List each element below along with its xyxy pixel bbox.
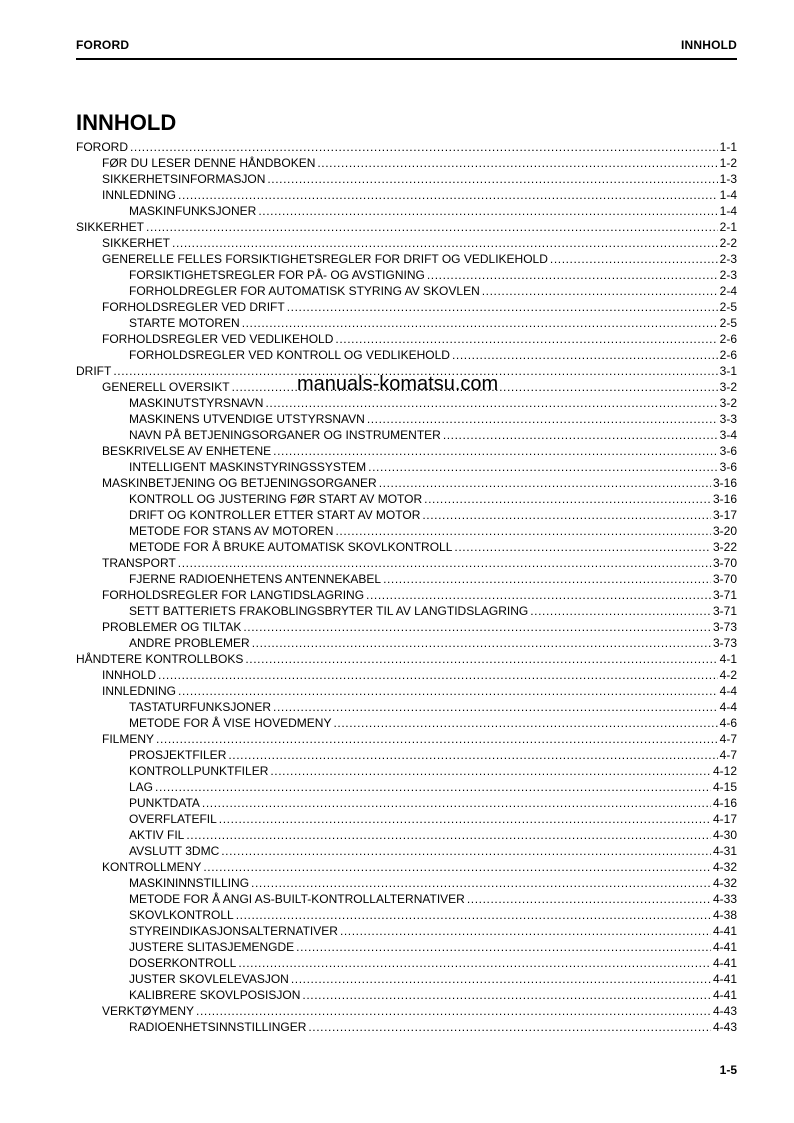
dot-leader [258, 204, 717, 218]
dot-leader [550, 252, 718, 266]
toc-entry[interactable] [76, 970, 737, 986]
toc-entry[interactable] [76, 506, 737, 522]
toc-entry[interactable] [76, 554, 737, 570]
toc-entry-label: FORHOLDSREGLER VED VEDLIKEHOLD [102, 332, 334, 346]
toc-entry-page: 1-4 [719, 204, 737, 218]
dot-leader [178, 556, 711, 570]
dot-leader [221, 844, 711, 858]
dot-leader [302, 988, 711, 1002]
toc-entry-page: 4-16 [712, 796, 737, 810]
toc-entry-label: STYREINDIKASJONSALTERNATIVER [129, 924, 338, 938]
dot-leader [287, 300, 718, 314]
toc-entry-label: FORHOLDREGLER FOR AUTOMATISK STYRING AV SKOVLEN [129, 284, 480, 298]
toc-entry-page: 4-33 [712, 892, 737, 906]
toc-entry-page: 1-4 [719, 188, 737, 202]
toc-entry-page: 3-3 [719, 412, 737, 426]
dot-leader [366, 588, 711, 602]
toc-entry-label: SIKKERHET [102, 236, 171, 250]
dot-leader [155, 780, 711, 794]
toc-entry-label: SETT BATTERIETS FRAKOBLINGSBRYTER TIL AV LANGTIDSLAGRING [129, 604, 529, 618]
toc-entry-label: PROSJEKTFILER [129, 748, 227, 762]
toc-entry-page: 4-4 [719, 684, 737, 698]
dot-leader [368, 460, 717, 474]
toc-entry-label: GENERELL OVERSIKT [102, 380, 230, 394]
dot-leader [178, 684, 718, 698]
table-of-contents [76, 138, 737, 1034]
toc-entry[interactable] [76, 1002, 737, 1018]
toc-entry-label: MASKINUTSTYRSNAVN [129, 396, 264, 410]
toc-entry-label: SIKKERHET [76, 220, 145, 234]
toc-entry-page: 3-16 [712, 476, 737, 490]
toc-entry-label: FJERNE RADIOENHETENS ANTENNEKABEL [129, 572, 382, 586]
toc-entry[interactable] [76, 282, 737, 298]
toc-entry-page: 2-3 [719, 252, 737, 266]
toc-entry-page: 3-71 [712, 604, 737, 618]
dot-leader [273, 444, 717, 458]
dot-leader [422, 508, 711, 522]
toc-entry[interactable] [76, 890, 737, 906]
toc-entry[interactable] [76, 618, 737, 634]
toc-entry[interactable] [76, 426, 737, 442]
toc-entry-page: 3-73 [712, 620, 737, 634]
toc-entry-page: 1-3 [719, 172, 737, 186]
toc-entry[interactable] [76, 842, 737, 858]
toc-entry-label: AKTIV FIL [129, 828, 185, 842]
toc-entry-page: 4-4 [719, 700, 737, 714]
dot-leader [270, 764, 711, 778]
toc-entry-label: KALIBRERE SKOVLPOSISJON [129, 988, 301, 1002]
toc-entry-label: VERKTØYMENY [102, 1004, 195, 1018]
toc-entry[interactable] [76, 730, 737, 746]
toc-entry-page: 3-6 [719, 460, 737, 474]
dot-leader [158, 668, 718, 682]
toc-entry-page: 4-41 [712, 940, 737, 954]
toc-entry[interactable] [76, 250, 737, 266]
toc-entry[interactable] [76, 778, 737, 794]
dot-leader [219, 812, 711, 826]
toc-entry[interactable] [76, 522, 737, 538]
toc-entry-label: FORHOLDSREGLER VED KONTROLL OG VEDLIKEHOLD [129, 348, 450, 362]
toc-entry[interactable] [76, 682, 737, 698]
toc-entry[interactable] [76, 650, 737, 666]
dot-leader [296, 940, 711, 954]
toc-entry[interactable] [76, 746, 737, 762]
toc-entry-page: 3-16 [712, 492, 737, 506]
dot-leader [424, 492, 711, 506]
toc-entry-page: 4-32 [712, 860, 737, 874]
toc-entry[interactable] [76, 490, 737, 506]
toc-entry[interactable] [76, 1018, 737, 1034]
toc-entry-label: DRIFT OG KONTROLLER ETTER START AV MOTOR [129, 508, 421, 522]
toc-entry[interactable] [76, 186, 737, 202]
toc-entry[interactable] [76, 266, 737, 282]
dot-leader [245, 652, 717, 666]
toc-entry-page: 2-4 [719, 284, 737, 298]
toc-entry[interactable] [76, 762, 737, 778]
toc-entry-page: 2-2 [719, 236, 737, 250]
toc-entry-page: 4-7 [719, 732, 737, 746]
toc-entry-label: OVERFLATEFIL [129, 812, 217, 826]
toc-entry-page: 4-41 [712, 924, 737, 938]
toc-entry-label: BESKRIVELSE AV ENHETENE [102, 444, 272, 458]
toc-entry-label: TRANSPORT [102, 556, 176, 570]
dot-leader [251, 876, 711, 890]
toc-entry-label: KONTROLL OG JUSTERING FØR START AV MOTOR [129, 492, 423, 506]
toc-entry[interactable] [76, 394, 737, 410]
toc-entry[interactable] [76, 330, 737, 346]
toc-entry-page: 4-17 [712, 812, 737, 826]
toc-entry[interactable] [76, 922, 737, 938]
page-number: 1-5 [719, 1063, 737, 1077]
toc-entry-page: 4-41 [712, 988, 737, 1002]
toc-entry[interactable] [76, 474, 737, 490]
toc-entry-page: 4-41 [712, 956, 737, 970]
toc-entry-label: KONTROLLPUNKTFILER [129, 764, 269, 778]
toc-entry-page: 1-2 [719, 156, 737, 170]
dot-leader [291, 972, 711, 986]
toc-entry-page: 3-6 [719, 444, 737, 458]
toc-entry-label: METODE FOR Å ANGI AS-BUILT-KONTROLLALTERNATIVER [129, 892, 465, 906]
toc-entry[interactable] [76, 698, 737, 714]
dot-leader [156, 732, 718, 746]
toc-entry-label: GENERELLE FELLES FORSIKTIGHETSREGLER FOR DRIFT OG VEDLIKEHOLD [102, 252, 548, 266]
toc-entry-page: 4-41 [712, 972, 737, 986]
toc-entry-label: FORHOLDSREGLER VED DRIFT [102, 300, 285, 314]
toc-entry[interactable] [76, 938, 737, 954]
toc-entry-page: 3-22 [712, 540, 737, 554]
toc-entry-page: 4-7 [719, 748, 737, 762]
toc-entry-label: METODE FOR STANS AV MOTOREN [129, 524, 334, 538]
toc-entry-page: 4-32 [712, 876, 737, 890]
toc-entry-label: SIKKERHETSINFORMASJON [102, 172, 266, 186]
page-title: INNHOLD [76, 110, 177, 135]
dot-leader [130, 140, 718, 154]
toc-entry-label: INNHOLD [102, 668, 157, 682]
dot-leader [238, 956, 711, 970]
toc-entry-page: 2-3 [719, 268, 737, 282]
toc-entry[interactable] [76, 442, 737, 458]
toc-entry-page: 4-12 [712, 764, 737, 778]
toc-entry-label: MASKINENS UTVENDIGE UTSTYRSNAVN [129, 412, 365, 426]
toc-entry-label: PROBLEMER OG TILTAK [102, 620, 242, 634]
toc-entry-label: PUNKTDATA [129, 796, 200, 810]
dot-leader [335, 524, 711, 538]
toc-entry-label: STARTE MOTOREN [129, 316, 240, 330]
toc-entry-page: 4-31 [712, 844, 737, 858]
toc-entry[interactable] [76, 858, 737, 874]
toc-entry[interactable] [76, 810, 737, 826]
toc-entry-page: 3-73 [712, 636, 737, 650]
toc-entry-page: 3-17 [712, 508, 737, 522]
toc-entry-label: JUSTER SKOVLELEVASJON [129, 972, 289, 986]
dot-leader [367, 412, 718, 426]
toc-entry-label: KONTROLLMENY [102, 860, 202, 874]
dot-leader [243, 620, 711, 634]
toc-entry-page: 4-38 [712, 908, 737, 922]
toc-entry-label: FORORD [76, 140, 128, 154]
dot-leader [172, 236, 718, 250]
dot-leader [454, 540, 711, 554]
toc-entry[interactable] [76, 794, 737, 810]
toc-entry-page: 4-2 [719, 668, 737, 682]
dot-leader [530, 604, 711, 618]
dot-leader [267, 172, 717, 186]
dot-leader [383, 572, 711, 586]
dot-leader [242, 316, 718, 330]
dot-leader [178, 188, 718, 202]
toc-entry-label: NAVN PÅ BETJENINGSORGANER OG INSTRUMENTER [129, 428, 441, 442]
toc-entry-page: 3-70 [712, 572, 737, 586]
watermark: manuals-komatsu.com [297, 373, 499, 395]
toc-entry-label: METODE FOR Å BRUKE AUTOMATISK SKOVLKONTROLL [129, 540, 453, 554]
toc-entry[interactable] [76, 138, 737, 154]
toc-entry-label: SKOVLKONTROLL [129, 908, 234, 922]
toc-entry[interactable] [76, 346, 737, 362]
toc-entry[interactable] [76, 874, 737, 890]
toc-entry[interactable] [76, 570, 737, 586]
toc-entry-label: DRIFT [76, 364, 112, 378]
dot-leader [196, 1004, 711, 1018]
dot-leader [252, 636, 711, 650]
toc-entry[interactable] [76, 234, 737, 250]
toc-entry-label: FORSIKTIGHETSREGLER FOR PÅ- OG AVSTIGNING [129, 268, 425, 282]
dot-leader [379, 476, 711, 490]
toc-entry-label: MASKINBETJENING OG BETJENINGSORGANER [102, 476, 377, 490]
toc-entry[interactable] [76, 586, 737, 602]
dot-leader [317, 156, 717, 170]
dot-leader [427, 268, 718, 282]
toc-entry-label: HÅNDTERE KONTROLLBOKS [76, 652, 244, 666]
dot-leader [482, 284, 718, 298]
toc-entry-page: 4-6 [719, 716, 737, 730]
toc-entry-page: 3-70 [712, 556, 737, 570]
toc-entry-label: FILMENY [102, 732, 155, 746]
toc-entry-page: 3-2 [719, 380, 737, 394]
toc-entry-label: AVSLUTT 3DMC [129, 844, 220, 858]
dot-leader [146, 220, 718, 234]
toc-entry-page: 2-5 [719, 316, 737, 330]
toc-entry[interactable] [76, 410, 737, 426]
toc-entry[interactable] [76, 826, 737, 842]
dot-leader [443, 428, 718, 442]
dot-leader [467, 892, 711, 906]
toc-entry-page: 4-43 [712, 1004, 737, 1018]
toc-entry[interactable] [76, 714, 737, 730]
dot-leader [265, 396, 717, 410]
toc-entry-label: ANDRE PROBLEMER [129, 636, 250, 650]
toc-entry[interactable] [76, 602, 737, 618]
toc-entry-label: RADIOENHETSINNSTILLINGER [129, 1020, 307, 1034]
toc-entry-page: 3-1 [719, 364, 737, 378]
toc-entry-label: LAG [129, 780, 154, 794]
toc-entry[interactable] [76, 538, 737, 554]
toc-entry-page: 2-5 [719, 300, 737, 314]
toc-entry-page: 2-6 [719, 332, 737, 346]
toc-entry-page: 4-15 [712, 780, 737, 794]
toc-entry-label: FORHOLDSREGLER FOR LANGTIDSLAGRING [102, 588, 365, 602]
toc-entry-label: INNLEDNING [102, 188, 177, 202]
dot-leader [186, 828, 711, 842]
dot-leader [333, 716, 717, 730]
toc-entry[interactable] [76, 154, 737, 170]
toc-entry[interactable] [76, 954, 737, 970]
toc-entry[interactable] [76, 634, 737, 650]
dot-leader [273, 700, 718, 714]
toc-entry[interactable] [76, 298, 737, 314]
toc-entry-page: 2-1 [719, 220, 737, 234]
toc-entry-label: TASTATURFUNKSJONER [129, 700, 272, 714]
dot-leader [452, 348, 718, 362]
toc-entry[interactable] [76, 666, 737, 682]
dot-leader [228, 748, 717, 762]
toc-entry[interactable] [76, 458, 737, 474]
toc-entry[interactable] [76, 202, 737, 218]
toc-entry[interactable] [76, 906, 737, 922]
toc-entry[interactable] [76, 986, 737, 1002]
toc-entry-label: JUSTERE SLITASJEMENGDE [129, 940, 295, 954]
toc-entry[interactable] [76, 170, 737, 186]
header-chapter-title: INNHOLD [680, 38, 737, 52]
toc-entry-page: 3-71 [712, 588, 737, 602]
page-header [76, 38, 737, 60]
toc-entry-label: MASKINFUNKSJONER [129, 204, 257, 218]
dot-leader [335, 332, 717, 346]
toc-entry-label: INNLEDNING [102, 684, 177, 698]
toc-entry-label: FØR DU LESER DENNE HÅNDBOKEN [102, 156, 316, 170]
toc-entry-page: 4-43 [712, 1020, 737, 1034]
toc-entry-page: 1-1 [719, 140, 737, 154]
toc-entry-page: 3-2 [719, 396, 737, 410]
toc-entry-label: MASKININNSTILLING [129, 876, 250, 890]
toc-entry-label: METODE FOR Å VISE HOVEDMENY [129, 716, 332, 730]
toc-entry-label: INTELLIGENT MASKINSTYRINGSSYSTEM [129, 460, 367, 474]
dot-leader [340, 924, 711, 938]
dot-leader [203, 860, 711, 874]
toc-entry-page: 3-4 [719, 428, 737, 442]
header-section-title: FORORD [76, 38, 130, 52]
dot-leader [236, 908, 711, 922]
toc-entry[interactable] [76, 314, 737, 330]
toc-entry-page: 2-6 [719, 348, 737, 362]
toc-entry-page: 4-1 [719, 652, 737, 666]
toc-entry-page: 4-30 [712, 828, 737, 842]
toc-entry-label: DOSERKONTROLL [129, 956, 237, 970]
dot-leader [202, 796, 711, 810]
toc-entry-page: 3-20 [712, 524, 737, 538]
dot-leader [308, 1020, 711, 1034]
toc-entry[interactable] [76, 218, 737, 234]
